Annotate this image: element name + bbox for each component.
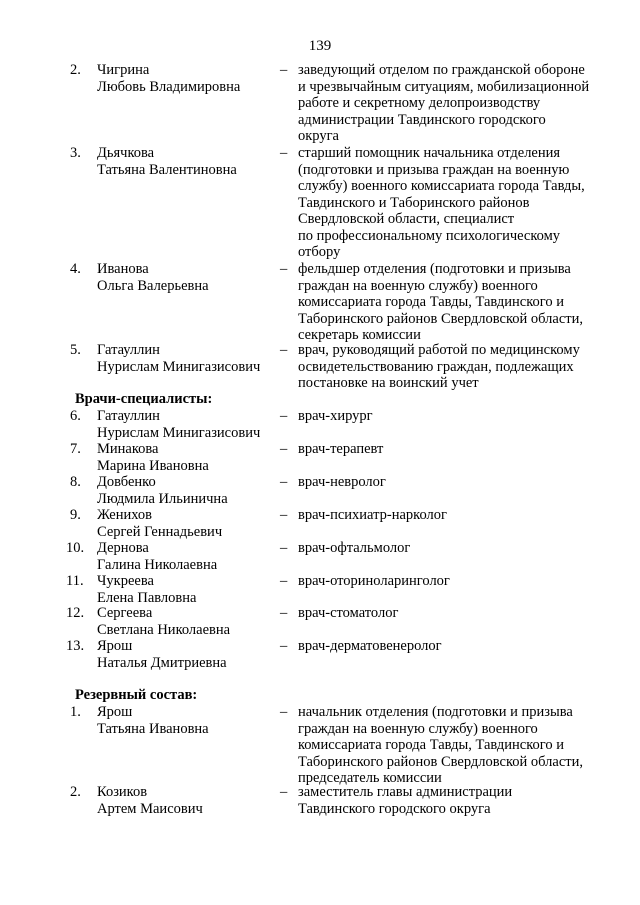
dash-separator: – [280,605,288,621]
description-line: фельдшер отделения (подготовки и призыва [298,261,571,277]
description-line: службу) военного комиссариата города Тавды, [298,178,585,194]
name-line: Наталья Дмитриевна [97,654,227,671]
description-line: Тавдинского городского округа [298,800,491,817]
position-description [298,408,608,425]
person-name [97,540,277,573]
item-number: 6. [70,408,81,424]
name-line: Сергей Геннадьевич [97,523,223,540]
position-description [298,342,608,392]
name-line: Елена Павловна [97,589,197,606]
name-line: Татьяна Валентиновна [97,161,237,178]
name-line: Довбенко [97,474,156,490]
position-description [298,704,608,787]
person-name [97,62,277,95]
position-description [298,540,608,557]
person-name [97,408,277,441]
dash-separator: – [280,62,288,78]
name-line: Марина Ивановна [97,457,209,474]
person-name [97,784,277,817]
person-name [97,704,277,737]
description-line: Свердловской области, специалист [298,211,515,227]
description-line: Таборинского районов Свердловской области, [298,310,583,327]
name-line: Минакова [97,441,159,457]
doctors-heading: Врачи-специалисты: [75,391,213,407]
description-line: старший помощник начальника отделения [298,145,561,161]
position-description [298,507,608,524]
name-line: Людмила Ильинична [97,490,228,507]
position-description [298,605,608,622]
item-number: 2. [70,784,81,800]
dash-separator: – [280,342,288,358]
description-line: работе и секретному делопроизводству [298,95,541,111]
item-number: 13. [66,638,85,654]
name-line: Татьяна Ивановна [97,720,209,737]
dash-separator: – [280,784,288,800]
name-line: Светлана Николаевна [97,621,231,638]
name-line: Галина Николаевна [97,556,218,573]
item-number: 5. [70,342,81,358]
description-line: Таборинского районов Свердловской области, [298,753,583,770]
name-line: Артем Маисович [97,800,203,817]
description-line: постановке на воинский учет [298,375,479,391]
person-name [97,441,277,474]
description-line: врач-офтальмолог [298,540,411,556]
dash-separator: – [280,474,288,490]
position-description [298,573,608,590]
description-line: секретарь комиссии [298,327,421,343]
name-line: Дьячкова [97,145,155,161]
name-line: Ярош [97,638,133,654]
person-name [97,145,277,178]
reserve-heading: Резервный состав: [75,687,198,703]
person-name [97,605,277,638]
dash-separator: – [280,145,288,161]
dash-separator: – [280,540,288,556]
description-line: отбору [298,244,341,260]
description-line: по профессиональному психологическому [298,227,561,244]
name-line: Женихов [97,507,153,523]
item-number: 1. [70,704,81,720]
item-number: 2. [70,62,81,78]
description-line: врач-хирург [298,408,373,424]
name-line: Гатауллин [97,342,160,358]
description-line: врач-психиатр-нарколог [298,507,447,523]
item-number: 11. [66,573,84,589]
item-number: 4. [70,261,81,277]
description-line: администрации Тавдинского городского [298,111,546,128]
position-description [298,784,608,817]
position-description [298,638,608,655]
position-description [298,145,608,261]
description-line: врач-терапевт [298,441,384,457]
position-description [298,261,608,344]
dash-separator: – [280,638,288,654]
name-line: Нурислам Минигазисович [97,358,261,375]
item-number: 7. [70,441,81,457]
dash-separator: – [280,261,288,277]
person-name [97,573,277,606]
name-line: Иванова [97,261,149,277]
dash-separator: – [280,441,288,457]
dash-separator: – [280,573,288,589]
description-line: (подготовки и призыва граждан на военную [298,161,570,178]
description-line: врач-дерматовенеролог [298,638,442,654]
name-line: Чигрина [97,62,150,78]
description-line: граждан на военную службу) военного [298,720,538,737]
item-number: 9. [70,507,81,523]
description-line: врач, руководящий работой по медицинскому [298,342,580,358]
name-line: Ольга Валерьевна [97,277,209,294]
position-description [298,62,608,145]
person-name [97,507,277,540]
description-line: врач-невролог [298,474,386,490]
description-line: освидетельствованию граждан, подлежащих [298,358,574,375]
page-number: 139 [308,38,332,54]
dash-separator: – [280,507,288,523]
item-number: 3. [70,145,81,161]
description-line: врач-оториноларинголог [298,573,450,589]
person-name [97,638,277,671]
item-number: 8. [70,474,81,490]
description-line: Тавдинского и Таборинского районов [298,194,530,211]
person-name [97,261,277,294]
name-line: Любовь Владимировна [97,78,241,95]
name-line: Сергеева [97,605,153,621]
position-description [298,474,608,491]
person-name [97,342,277,375]
dash-separator: – [280,704,288,720]
name-line: Козиков [97,784,148,800]
description-line: начальник отделения (подготовки и призыва [298,704,573,720]
item-number: 10. [66,540,85,556]
name-line: Чукреева [97,573,154,589]
description-line: врач-стоматолог [298,605,399,621]
description-line: комиссариата города Тавды, Тавдинского и [298,294,565,310]
description-line: заведующий отделом по гражданской обороне [298,62,585,78]
description-line: округа [298,128,339,144]
description-line: председатель комиссии [298,770,442,786]
dash-separator: – [280,408,288,424]
name-line: Ярош [97,704,133,720]
description-line: заместитель главы администрации [298,784,513,800]
position-description [298,441,608,458]
name-line: Гатауллин [97,408,160,424]
item-number: 12. [66,605,85,621]
person-name [97,474,277,507]
name-line: Нурислам Минигазисович [97,424,261,441]
name-line: Дернова [97,540,149,556]
description-line: и чрезвычайным ситуациям, мобилизационной [298,78,590,95]
description-line: граждан на военную службу) военного [298,277,538,294]
description-line: комиссариата города Тавды, Тавдинского и [298,737,565,753]
